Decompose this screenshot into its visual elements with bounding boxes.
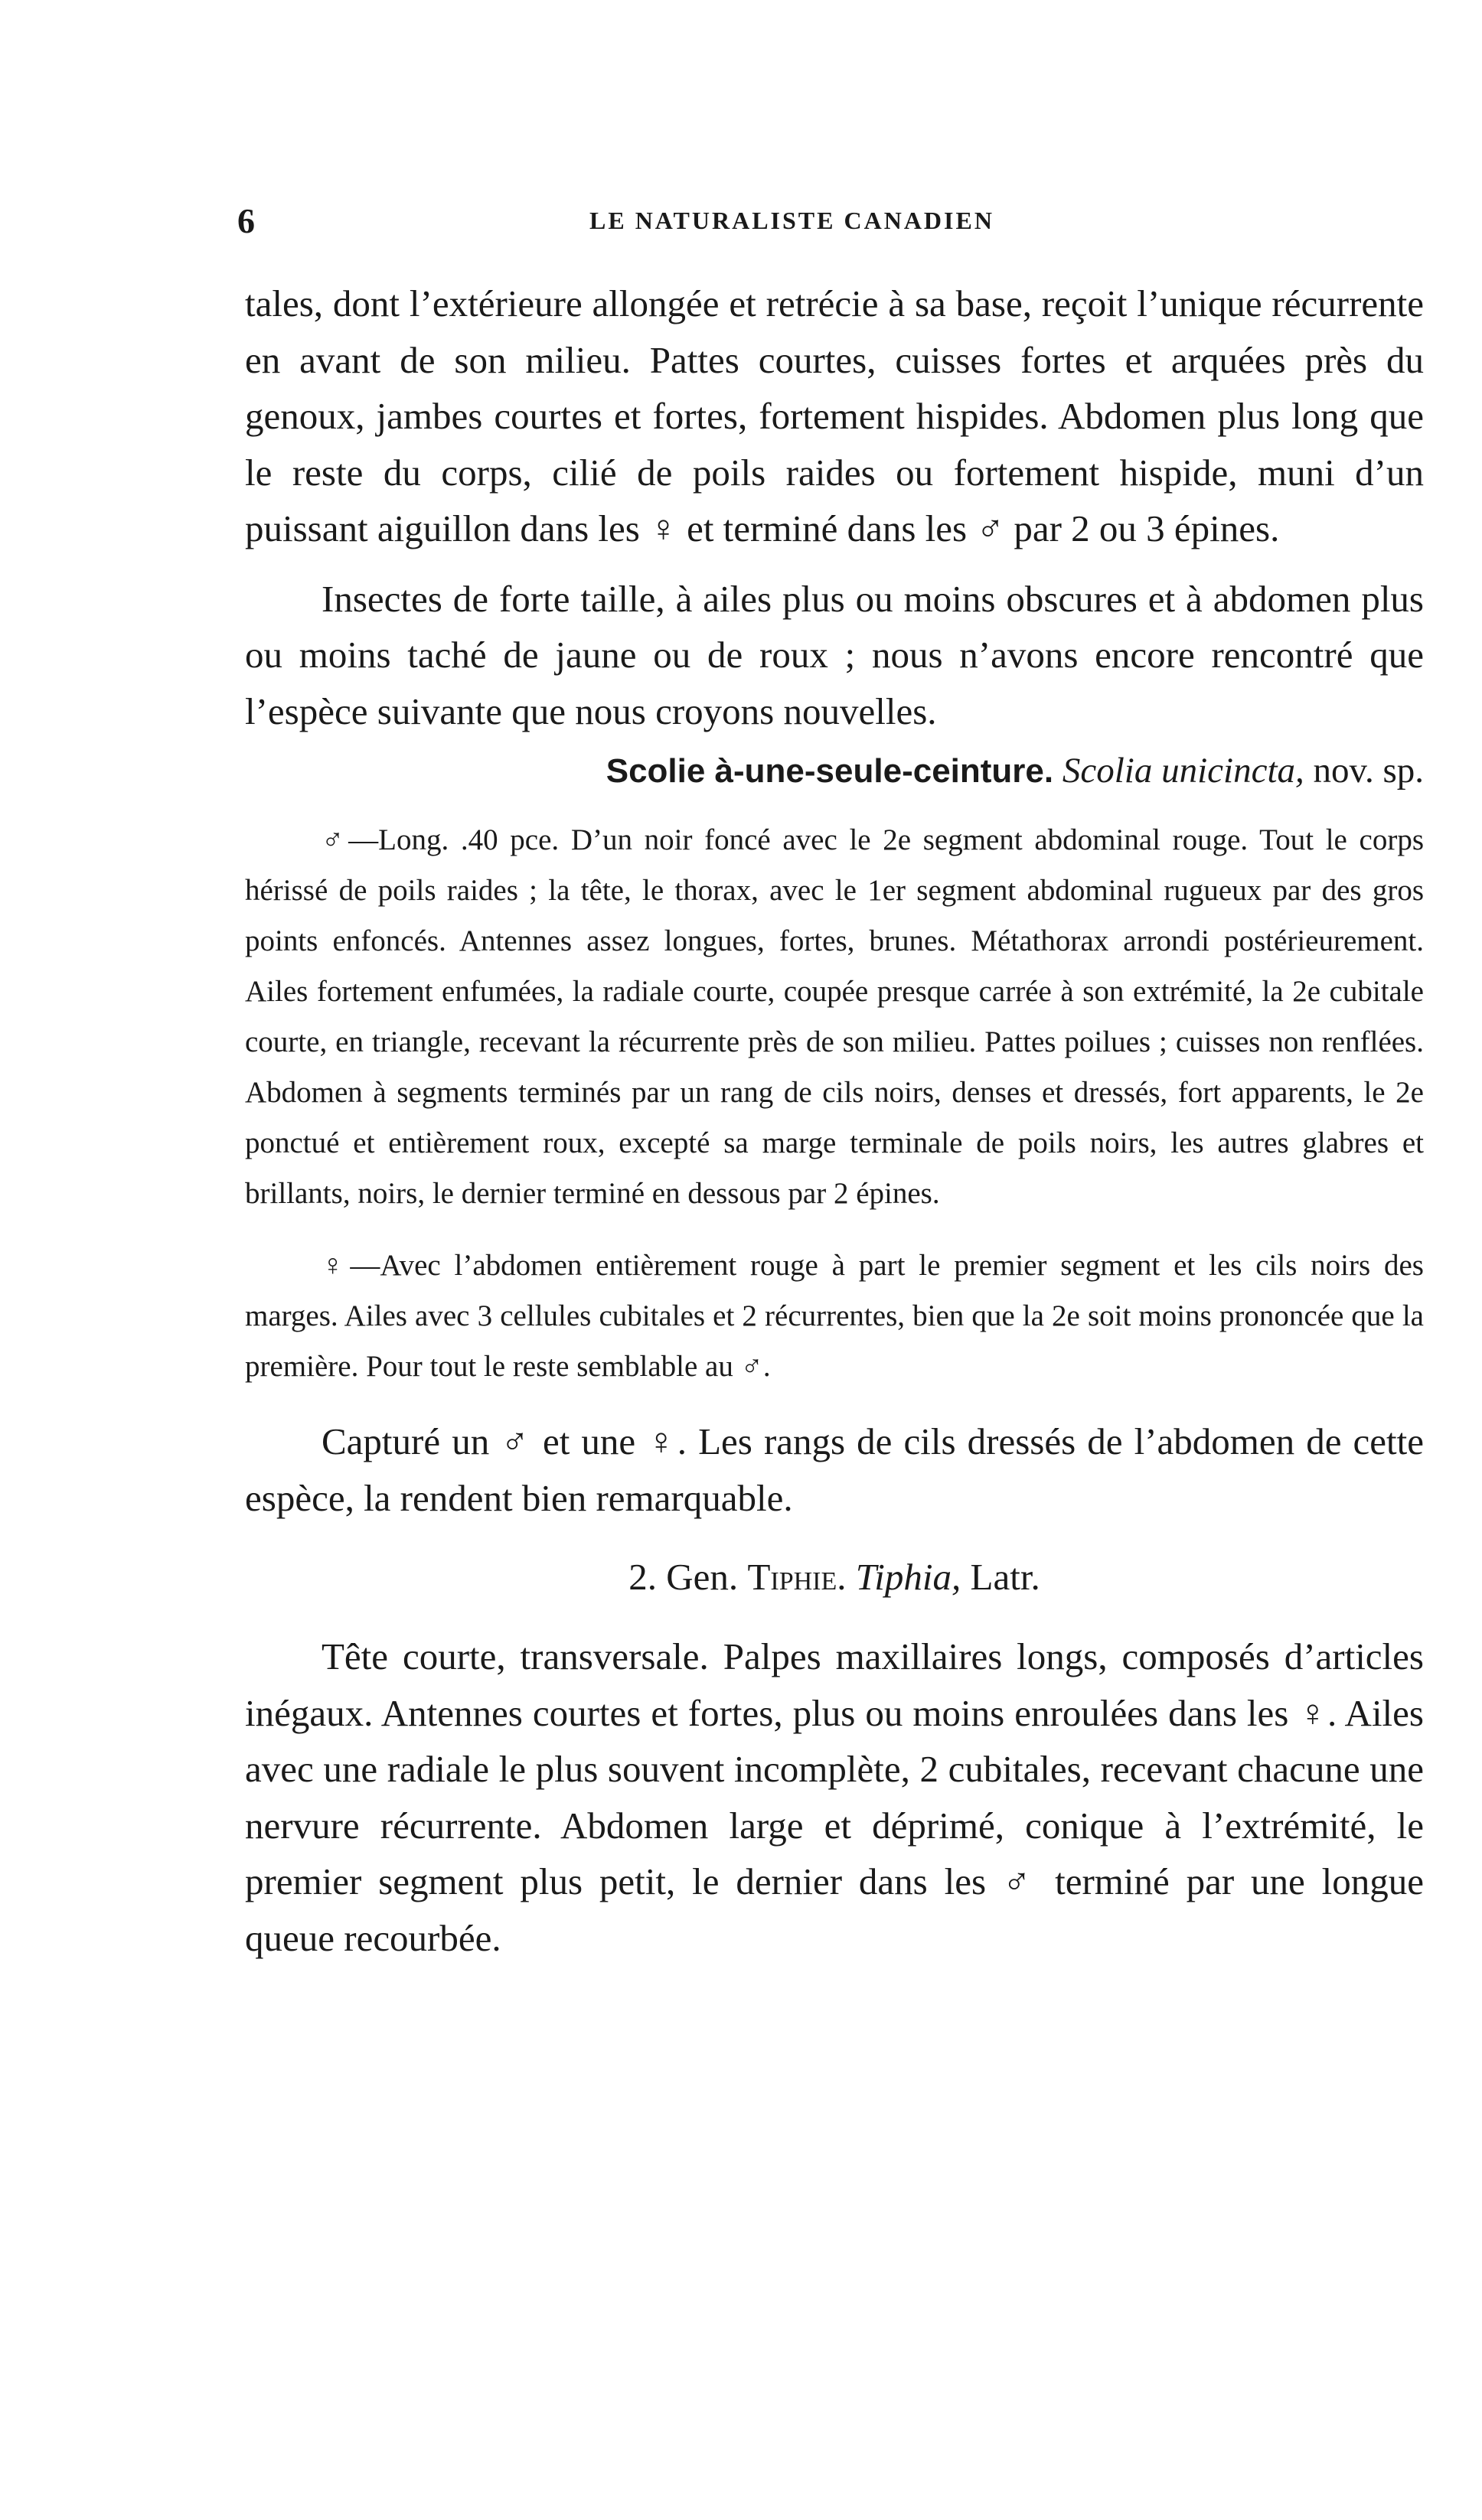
species-heading xyxy=(245,742,1424,800)
genus-author: Latr. xyxy=(970,1556,1040,1598)
genus-latin-name: Tiphia, xyxy=(855,1556,961,1598)
paragraph-insect-description: Insectes de forte taille, à ailes plus ou moins obscures et à abdomen plus ou moins taché de jaune ou de roux ; nous n’avons encore rencontré que l’espèce suivante que nous croyons nouvelles. xyxy=(245,577,1424,732)
species-note: nov. sp. xyxy=(1313,751,1424,791)
paragraph-female-description: ♀—Avec l’abdomen entièrement rouge à part le premier segment et les cils noirs des marges. Ailes avec 3 cellules cubitales et 2 récurrentes, bien que la 2e soit moins prononcée que la première. Pour tout le reste semblable au ♂. xyxy=(245,1249,1424,1383)
species-french-name: Scolie à-une-seule-ceinture. xyxy=(606,752,1054,790)
paragraph-capture-note: Capturé un ♂ et une ♀. Les rangs de cils dressés de l’abdomen de cette espèce, la rendent bien remarquable. xyxy=(245,1420,1424,1519)
paragraph-continuation: tales, dont l’extérieure allongée et retrécie à sa base, reçoit l’unique récurrente en avant de son milieu. Pattes courtes, cuisses fortes et arquées près du genoux, jambes courtes et fortes, fortement hispides. Abdomen plus long que le reste du corps, cilié de poils raides ou fortement hispide, muni d’un puissant aiguillon dans les ♀ et terminé dans les ♂ par 2 ou 3 épines. xyxy=(245,282,1424,549)
genus-heading xyxy=(245,1549,1424,1606)
page-number: 6 xyxy=(237,201,255,240)
species-latin-name: Scolia unicincta, xyxy=(1062,751,1304,791)
genus-number: 2. Gen. xyxy=(628,1556,739,1598)
running-head: LE NATURALISTE CANADIEN xyxy=(589,207,994,234)
page-body xyxy=(245,275,1424,1966)
page-header xyxy=(237,200,1424,246)
genus-french-name: Tiphie. xyxy=(747,1556,847,1598)
paragraph-male-description: ♂—Long. .40 pce. D’un noir foncé avec le 2e segment abdominal rouge. Tout le corps hérissé de poils raides ; la tête, le thorax, avec le 1er segment abdominal rugueux par des gros points enfoncés. Antennes assez longues, fortes, brunes. Métathorax arrondi postérieurement. Ailes fortement enfumées, la radiale courte, coupée presque carrée à son extrémité, la 2e cubitale courte, en triangle, recevant la récurrente près de son milieu. Pattes poilues ; cuisses non renflées. Abdomen à segments terminés par un rang de cils noirs, denses et dressés, fort apparents, le 2e ponctué et entièrement roux, excepté sa marge terminale de poils noirs, les autres glabres et brillants, noirs, le dernier terminé en dessous par 2 épines. xyxy=(245,823,1424,1210)
paragraph-genus-description: Tête courte, transversale. Palpes maxillaires longs, composés d’articles inégaux. Antennes courtes et fortes, plus ou moins enroulées dans les ♀. Ailes avec une radiale le plus souvent incomplète, 2 cubitales, recevant chacune une nervure récurrente. Abdomen large et déprimé, conique à l’extrémité, le premier segment plus petit, le dernier dans les ♂ terminé par une longue queue recourbée. xyxy=(245,1635,1424,1959)
